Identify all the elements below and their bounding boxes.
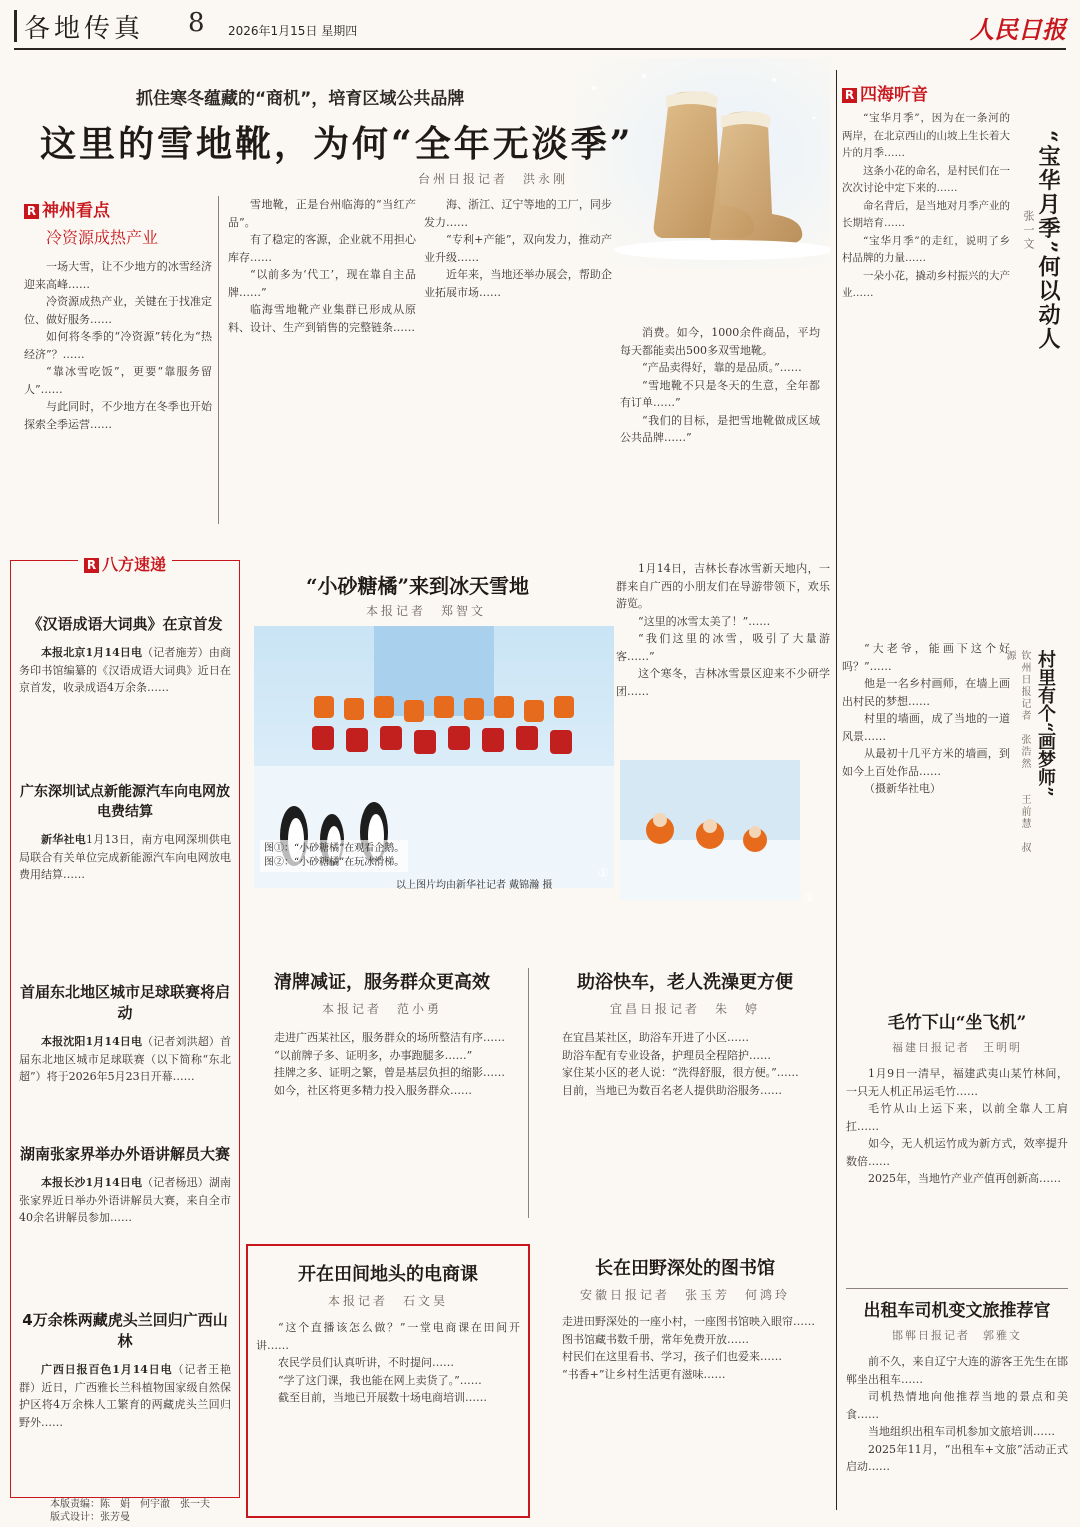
- sihai-title: 四海听音: [860, 85, 928, 105]
- photo-para-4: 这个寒冬，吉林冰雪景区迎来不少研学团……: [616, 667, 830, 698]
- village-para-2: 他是一名乡村画师，在墙上画出村民的梦想……: [842, 677, 1010, 708]
- photo-para-3: “我们这里的冰雪，吸引了大量游客……”: [616, 632, 830, 663]
- masthead-left-bracket: [14, 10, 21, 42]
- brief-item: [19, 1309, 231, 1479]
- page-number: 8: [188, 8, 205, 38]
- ecommerce-box: [246, 1244, 530, 1518]
- bamboo-para-3: 如今，无人机运竹成为新方式，效率提升数倍……: [846, 1137, 1068, 1168]
- right-column-divider: [836, 70, 837, 1510]
- brief-body: （记者刘洪超）首届东北地区城市足球联赛（以下简称“东北超”）将于2026年5月23日开幕……: [19, 1035, 231, 1083]
- photo-story: [246, 560, 832, 940]
- footer-editors: 本版责编：陈 娟 何宇澈 张一夫: [50, 1499, 210, 1510]
- sihai-para-1: “宝华月季”，因为在一条河的两岸，在北京西山的山坡上生长着大片的月季……: [842, 112, 1010, 159]
- brief-body: （记者施芳）由商务印书馆编纂的《汉语成语大词典》近日在京首发，收录成语4万余条……: [19, 646, 231, 694]
- zhuyu-para-3: 家住某小区的老人说：“洗得舒服，很方便。”……: [562, 1066, 799, 1079]
- brief-item: [19, 613, 231, 773]
- brief-lead: 本报北京1月14日电: [41, 646, 143, 659]
- zhuyu-title: 助浴快车，老人洗澡更方便: [577, 972, 793, 993]
- section-title: 各地传真: [24, 14, 145, 44]
- brief-body: （记者王艳群）近日，广西雅长兰科植物国家级自然保护区将4万余株人工繁育的两藏虎头兰回归野外……: [19, 1363, 231, 1429]
- lead-col4-para-2: “产品卖得好，靠的是品质。”……: [642, 361, 802, 374]
- photo-label-2: ②: [804, 890, 815, 904]
- bamboo-body: [846, 1065, 1068, 1275]
- taxi-para-4: 2025年11月，“出租车+文旅”活动正式启动……: [846, 1442, 1068, 1473]
- brief-lead: 新华社电: [41, 833, 86, 846]
- lead-col4-para-4: “我们的目标，是把雪地靴做成区域公共品牌……”: [620, 413, 820, 444]
- qingpai-byline: 本报记者 范小勇: [321, 1002, 442, 1016]
- sihai-para-2: 这条小花的命名，是村民们在一次次讨论中定下来的……: [842, 164, 1010, 194]
- sihai-author: 张一文: [1022, 210, 1035, 252]
- masthead: [0, 0, 1080, 50]
- ecommerce-title: 开在田间地头的电商课: [298, 1264, 478, 1285]
- lead-col3-para-1: 海、浙江、辽宁等地的工厂，同步发力……: [424, 198, 612, 229]
- taxi-para-2: 司机热情地向他推荐当地的景点和美食……: [846, 1390, 1068, 1421]
- bafang-box: [10, 555, 240, 1498]
- sihai-column: [842, 80, 1068, 600]
- photo-story-byline: 本报记者 郑智文: [366, 604, 487, 618]
- qingpai-para-4: 如今，社区将更多精力投入服务群众……: [274, 1083, 472, 1097]
- photo-para-2: “这里的冰雪太美了！”……: [638, 614, 771, 628]
- shenzhou-para-3: 如何将冬季的“冷资源”转化为“热经济”？……: [24, 330, 212, 361]
- bamboo-title: 毛竹下山“坐飞机”: [887, 1013, 1027, 1033]
- shenzhou-title: 神州看点: [42, 201, 110, 221]
- shenzhou-para-2: 冷资源成热产业，关键在于找准定位、做好服务……: [24, 295, 212, 326]
- taxi-para-1: 前不久，来自辽宁大连的游客王先生在邯郸坐出租车……: [846, 1355, 1068, 1386]
- library-para-3: 村民们在这里看书、学习，孩子们也爱来……: [562, 1350, 782, 1363]
- sihai-para-3: 命名背后，是当地对月季产业的长期培育……: [842, 199, 1010, 229]
- lead-col2-para-4: 临海雪地靴产业集群已形成从原料、设计、生产到销售的完整链条……: [228, 303, 416, 334]
- lead-col-3: [424, 196, 612, 526]
- shenzhou-para-5: 与此同时，不少地方在冬季也开始探索全季运营……: [24, 400, 212, 431]
- library-title: 长在田野深处的图书馆: [595, 1258, 775, 1279]
- lead-col2-para-2: 有了稳定的客源，企业就不用担心库存……: [228, 233, 416, 264]
- r-tag-icon: R: [84, 558, 99, 573]
- caption-line-2: 图②：“小砂糖橘”在玩冰滑梯。: [264, 857, 405, 868]
- brief-title: 广东深圳试点新能源汽车向电网放电费结算: [20, 784, 230, 820]
- zhuyu-para-4: 目前，当地已为数百名老人提供助浴服务……: [562, 1083, 782, 1097]
- ecommerce-para-3: “学了这门课，我也能在网上卖货了。”……: [278, 1373, 482, 1387]
- sihai-para-5: 一朵小花，撬动乡村振兴的大产业……: [842, 269, 1010, 299]
- shenzhou-para-4: “靠冰雪吃饭”，更要“靠服务留人”……: [24, 365, 212, 396]
- brief-title: 4万余株两藏虎头兰回归广西山林: [22, 1311, 228, 1350]
- taxi-body: [846, 1353, 1068, 1521]
- issue-date: 2026年1月15日 星期四: [228, 24, 358, 38]
- lead-col4-para-1: 消费。如今，1000余件商品，平均每天都能卖出500多双雪地靴。: [620, 326, 820, 357]
- brief-lead: 广西日报百色1月14日电: [41, 1363, 173, 1376]
- divider: [218, 196, 219, 524]
- lead-col2-para-3: “以前多为‘代工’，现在靠自主品牌……”: [228, 268, 416, 299]
- ecommerce-para-4: 截至目前，当地已开展数十场电商培训……: [278, 1391, 487, 1404]
- brief-title: 《汉语成语大词典》在京首发: [27, 615, 223, 633]
- r-tag-icon: R: [842, 88, 857, 103]
- bamboo-para-2: 毛竹从山上运下来，以前全靠人工肩扛……: [846, 1102, 1068, 1133]
- footer-designer: 版式设计：张芳曼: [50, 1512, 130, 1523]
- library-para-4: “书香+”让乡村生活更有滋味……: [562, 1367, 726, 1381]
- library-byline: 安徽日报记者 张玉芳 何鸿玲: [579, 1288, 790, 1302]
- village-story: [842, 640, 1068, 980]
- taxi-story: [846, 1296, 1068, 1516]
- brief-item: [19, 781, 231, 981]
- r-tag-icon: R: [24, 204, 39, 219]
- village-body: [842, 640, 1010, 970]
- lead-col3-para-2: “专利+产能”，双向发力，推动产业升级……: [424, 233, 612, 264]
- brief-item: [19, 981, 231, 1131]
- photo-credit: 以上图片均由新华社记者 戴锦瀚 摄: [396, 880, 553, 891]
- brief-body: 1月13日，南方电网深圳供电局联合有关单位完成新能源汽车向电网放电费用结算……: [19, 833, 231, 881]
- zhuyu-para-2: 助浴车配有专业设备，护理员全程陪护……: [562, 1048, 771, 1062]
- qingpai-body: [252, 1029, 512, 1229]
- shenzhou-para-1: 一场大雪，让不少地方的冰雪经济迎来高峰……: [24, 260, 212, 291]
- lead-col-2: [228, 196, 416, 526]
- newspaper-logo: 人民日报: [970, 15, 1066, 44]
- lead-story: [14, 58, 830, 534]
- sihai-headline: “宝华月季”何以动人: [1035, 130, 1061, 352]
- qingpai-title: 清牌减证，服务群众更高效: [274, 972, 490, 993]
- taxi-byline: 邯郸日报记者 郭雅文: [892, 1329, 1022, 1342]
- brief-title: 首届东北地区城市足球联赛将启动: [19, 983, 230, 1022]
- zhuyu-story: [540, 968, 830, 1228]
- village-para-1: “大老爷，能画下这个好吗？”……: [842, 642, 1010, 673]
- ecommerce-para-2: 农民学员们认真听讲，不时提问……: [278, 1356, 454, 1369]
- village-para-3: 村里的墙画，成了当地的一道风景……: [842, 712, 1010, 743]
- divider: [528, 968, 529, 1218]
- lead-byline: 台州日报记者 洪永刚: [417, 172, 568, 186]
- masthead-rule: [14, 48, 1066, 50]
- library-para-1: 走进田野深处的一座小村，一座图书馆映入眼帘……: [562, 1315, 815, 1328]
- photo-caption: [260, 840, 408, 872]
- village-para-5: （摄新华社电）: [864, 782, 941, 795]
- kids-photo: [620, 760, 800, 900]
- bamboo-story: [846, 1008, 1068, 1278]
- caption-line-1: 图①：“小砂糖橘”在观看企鹅。: [264, 843, 405, 854]
- library-para-2: 图书馆藏书数千册，常年免费开放……: [562, 1332, 749, 1346]
- ecommerce-byline: 本报记者 石文昊: [327, 1294, 448, 1308]
- shenzhou-column: [24, 196, 212, 526]
- photo-story-body: [616, 560, 830, 750]
- divider: [846, 1288, 1068, 1289]
- qingpai-para-1: 走进广西某社区，服务群众的场所整洁有序……: [274, 1031, 505, 1044]
- zhuyu-body: [540, 1029, 830, 1229]
- village-byline: 钦州日报记者 张浩然 王前慧 叔 源: [1004, 650, 1030, 866]
- village-headline: 村里有个“画梦师”: [1035, 650, 1056, 797]
- qingpai-para-2: “以前牌子多、证明多，办事跑腿多……”: [274, 1048, 473, 1062]
- bamboo-para-1: 1月9日一清早，福建武夷山某竹林间，一只无人机正吊运毛竹……: [846, 1067, 1068, 1098]
- qingpai-story: [252, 968, 512, 1228]
- sihai-para-4: “宝华月季”的走红，说明了乡村品牌的力量……: [842, 234, 1010, 264]
- village-para-4: 从最初十几平方米的墙画，到如今上百处作品……: [842, 747, 1010, 778]
- photo-para-1: 1月14日，吉林长春冰雪新天地内，一群来自广西的小朋友们在导游带领下，欢乐游览。: [616, 562, 830, 610]
- brief-lead: 本报沈阳1月14日电: [41, 1035, 143, 1048]
- brief-body: （记者杨迅）湖南张家界近日举办外语讲解员大赛，来自全市40余名讲解员参加……: [19, 1176, 231, 1224]
- shenzhou-subtitle: 冷资源成热产业: [46, 228, 159, 247]
- taxi-title: 出租车司机变文旅推荐官: [863, 1301, 1051, 1321]
- lead-headline: 这里的雪地靴，为何“全年无淡季”: [40, 123, 634, 165]
- ecommerce-para-1: “这个直播该怎么做？”一堂电商课在田间开讲……: [256, 1321, 520, 1352]
- library-body: [540, 1313, 830, 1513]
- brief-item: [19, 1143, 231, 1303]
- photo-label-1: ①: [598, 866, 609, 880]
- taxi-para-3: 当地组织出租车司机参加文旅培训……: [868, 1425, 1055, 1438]
- qingpai-para-3: 挂牌之多、证明之繁，曾是基层负担的缩影……: [274, 1066, 505, 1079]
- library-story: [540, 1254, 830, 1514]
- lead-col3-para-3: 近年来，当地还举办展会，帮助企业拓展市场……: [424, 268, 612, 299]
- sihai-body: [842, 110, 1010, 590]
- lead-col-4: [620, 324, 820, 526]
- zhuyu-byline: 宜昌日报记者 朱 婷: [609, 1002, 760, 1016]
- lead-col2-para-1: 雪地靴，正是台州临海的“当红产品”。: [228, 198, 416, 229]
- brief-lead: 本报长沙1月14日电: [41, 1176, 143, 1189]
- brief-title: 湖南张家界举办外语讲解员大赛: [19, 1145, 230, 1163]
- zhuyu-para-1: 在宜昌某社区，助浴车开进了小区……: [562, 1031, 749, 1044]
- ecommerce-body: [256, 1319, 520, 1515]
- shenzhou-body: [24, 258, 212, 528]
- lead-kicker: 抓住寒冬蕴藏的“商机”，培育区域公共品牌: [136, 89, 465, 109]
- bamboo-byline: 福建日报记者 王明明: [892, 1041, 1022, 1054]
- bamboo-para-4: 2025年，当地竹产业产值再创新高……: [868, 1172, 1061, 1185]
- bafang-title: 八方速递: [101, 555, 166, 574]
- page-footer: [50, 1498, 250, 1524]
- photo-story-title: “小砂糖橘”来到冰天雪地: [306, 574, 530, 598]
- lead-col4-para-3: “雪地靴不只是冬天的生意，全年都有订单……”: [620, 378, 820, 409]
